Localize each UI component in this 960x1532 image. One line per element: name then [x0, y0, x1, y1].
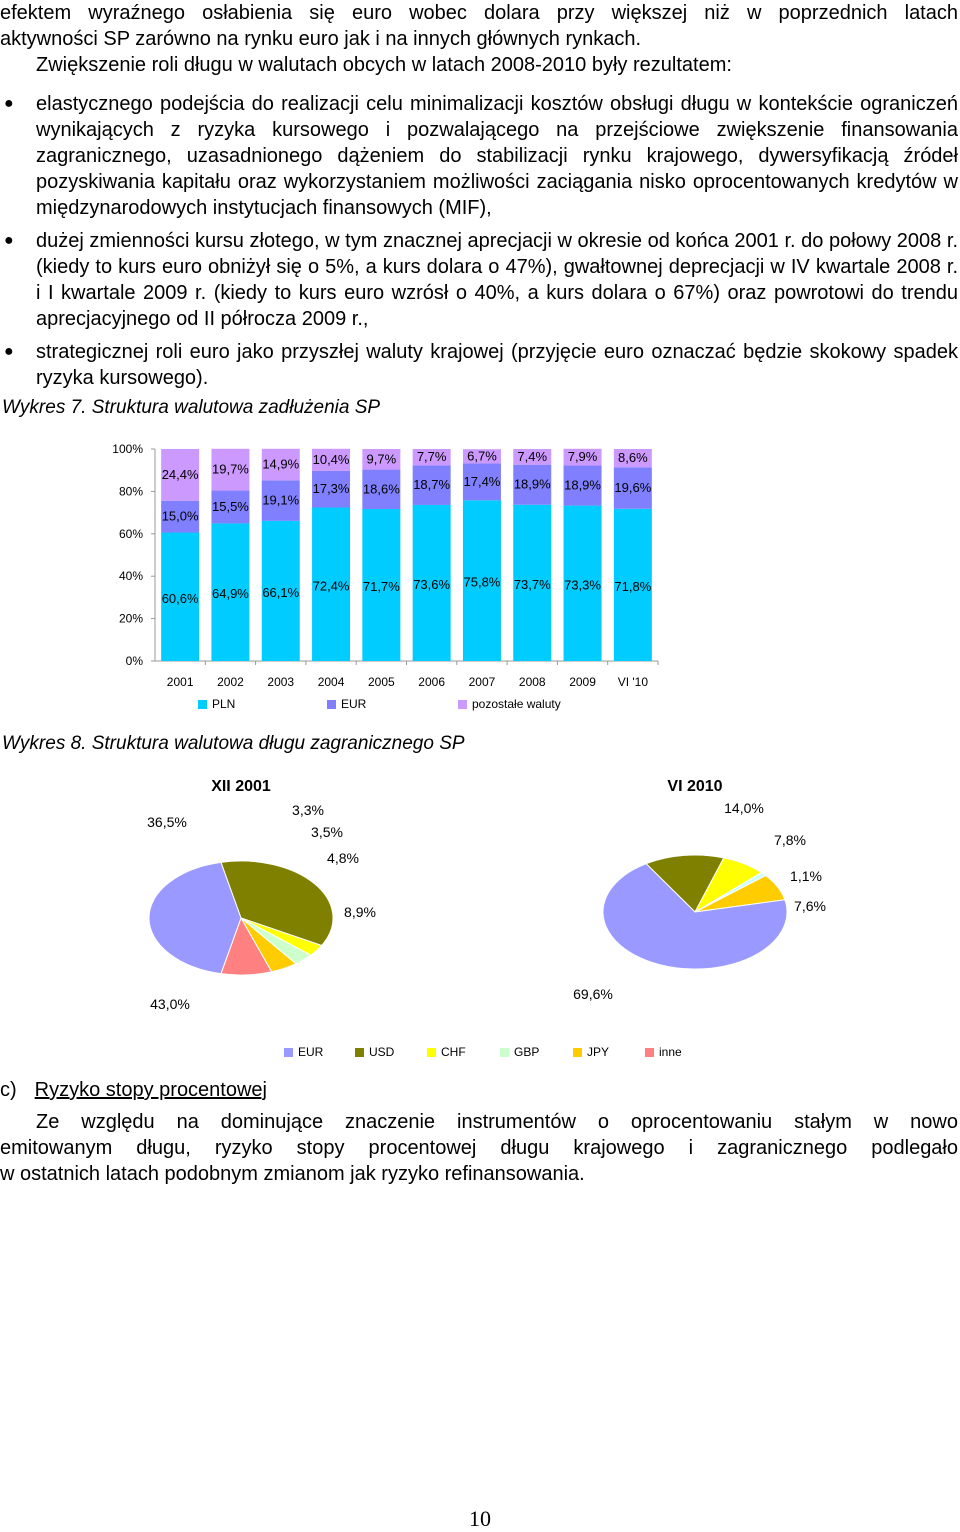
intro-paragraph — [0, 0, 958, 78]
section-c-line-1: Ze względu na dominujące znaczenie instrumentów o oprocentowaniu stałym w nowo — [36, 1111, 958, 1133]
x-tick-label: 2001 — [166, 675, 194, 689]
bar-value-label: 64,9% — [212, 586, 249, 602]
legend-label: GBP — [514, 1045, 540, 1059]
legend-swatch — [284, 1048, 293, 1057]
pie-title: XII 2001 — [211, 778, 271, 795]
page-number: 10 — [469, 1506, 491, 1531]
legend-label: inne — [659, 1045, 682, 1059]
pie-slice-label: 3,3% — [292, 802, 324, 818]
y-tick-label: 60% — [118, 526, 143, 541]
x-tick-label: 2004 — [317, 675, 345, 689]
x-tick-label: 2002 — [217, 675, 244, 689]
section-c-line-3: w ostatnich latach podobnym zmianom jak ryzyko refinansowania. — [0, 1163, 585, 1185]
section-letter: c) — [0, 1079, 17, 1101]
x-tick-label: 2006 — [418, 675, 446, 689]
legend-label: JPY — [587, 1045, 610, 1059]
bar-value-label: 9,7% — [366, 451, 397, 467]
legend-swatch — [355, 1048, 364, 1057]
bar-value-label: 71,8% — [614, 578, 652, 594]
currency-structure-bar-chart — [0, 430, 960, 720]
pie-slice-label: 4,8% — [327, 850, 359, 866]
legend-label: CHF — [441, 1045, 466, 1059]
intro-line-1: efektem wyraźnego osłabienia się euro wobec dolara przy większej niż w poprzednich latach — [0, 2, 958, 24]
y-tick-label: 100% — [112, 442, 143, 456]
y-tick-label: 20% — [118, 611, 143, 626]
legend-label: PLN — [212, 697, 236, 711]
bar-value-label: 24,4% — [161, 466, 199, 482]
pie-slice-label: 14,0% — [724, 800, 764, 816]
pie-title: VI 2010 — [667, 778, 723, 795]
x-tick-label: 2008 — [518, 675, 546, 689]
intro-line-3: Zwiększenie roli długu w walutach obcych w latach 2008-2010 były rezultatem: — [36, 54, 732, 76]
legend-swatch — [427, 1048, 436, 1057]
pie-slice-label: 36,5% — [147, 814, 187, 830]
bar-value-label: 17,3% — [312, 481, 350, 497]
bar-value-label: 73,6% — [413, 576, 451, 592]
bar-value-label: 7,7% — [416, 449, 447, 465]
pie-slice-label: 1,1% — [790, 868, 822, 884]
bar-value-label: 19,1% — [262, 492, 300, 508]
bullet-dot-icon: ● — [4, 343, 14, 360]
x-tick-label: 2005 — [367, 675, 395, 689]
pie-slice-label: 8,9% — [344, 904, 376, 920]
bullet-dot-icon: ● — [4, 232, 14, 249]
bar-value-label: 15,5% — [212, 498, 249, 514]
bar-value-label: 72,4% — [312, 578, 350, 594]
pie-slice-label: 7,8% — [774, 832, 806, 848]
section-title: Ryzyko stopy procentowej — [34, 1079, 267, 1101]
y-tick-label: 40% — [118, 569, 143, 584]
bullet-text-1: elastycznego podejścia do realizacji celu minimalizacji kosztów obsługi długu w kontekście ograniczeń wynikających z ryzyka kursowego i pozwalającego na przejściowe zwiększenie finansowania zagranicznego, uzasadnionego dążeniem do stabilizacji rynku krajowego, dywersyfikacją źródeł pozyskiwania kapitału oraz wykorzystaniem możliwości zaciągania nisko oprocentowanych kredytów w międzynarodowych instytucjach finansowych (MIF), — [36, 93, 958, 219]
bar-value-label: 73,3% — [564, 577, 601, 593]
pie-slice-eur — [149, 862, 241, 973]
bar-value-label: 7,9% — [567, 449, 598, 465]
section-c-line-2: emitowanym długu, ryzyko stopy procentowej długu krajowego i zagranicznego podlegało — [0, 1137, 958, 1159]
bar-value-label: 19,6% — [614, 480, 652, 496]
bar-value-label: 10,4% — [312, 451, 350, 467]
bar-value-label: 75,8% — [463, 574, 501, 590]
bar-value-label: 18,7% — [413, 477, 451, 493]
bar-value-label: 73,7% — [513, 576, 551, 592]
legend-swatch — [458, 700, 467, 709]
bar-value-label: 15,0% — [161, 508, 199, 524]
legend-label: pozostałe waluty — [472, 697, 561, 711]
y-tick-label: 80% — [118, 484, 143, 499]
bar-value-label: 18,6% — [362, 481, 400, 497]
bar-value-label: 14,9% — [262, 456, 300, 472]
pie-slice-label: 7,6% — [794, 898, 826, 914]
bullet-text-3: strategicznej roli euro jako przyszłej waluty krajowej (przyjęcie euro oznaczać będzie skokowy spadek ryzyka kursowego). — [36, 341, 958, 389]
bar-value-label: 18,9% — [513, 476, 551, 492]
bar-value-label: 17,4% — [463, 473, 501, 489]
legend-swatch — [573, 1048, 582, 1057]
pie-slice-label: 69,6% — [573, 986, 613, 1002]
bar-value-label: 60,6% — [161, 590, 199, 606]
legend-label: EUR — [298, 1045, 324, 1059]
legend-swatch — [198, 700, 207, 709]
bar-value-label: 66,1% — [262, 584, 300, 600]
legend-label: USD — [369, 1045, 395, 1059]
foreign-debt-pie-charts — [0, 765, 960, 1070]
x-tick-label: VI '10 — [617, 675, 649, 689]
legend-swatch — [327, 700, 336, 709]
x-tick-label: 2009 — [569, 675, 596, 689]
chart8-caption: Wykres 8. Struktura walutowa długu zagranicznego SP — [2, 733, 465, 754]
bar-value-label: 6,7% — [467, 448, 497, 464]
legend-swatch — [500, 1048, 509, 1057]
bar-value-label: 7,4% — [517, 448, 548, 464]
bar-value-label: 19,7% — [212, 461, 249, 477]
bar-value-label: 8,6% — [618, 450, 648, 466]
legend-label: EUR — [341, 697, 367, 711]
chart7-caption: Wykres 7. Struktura walutowa zadłużenia SP — [2, 397, 381, 418]
bar-value-label: 71,7% — [362, 578, 400, 594]
pie-slice-label: 3,5% — [311, 824, 343, 840]
intro-line-2: aktywności SP zarówno na rynku euro jak i na innych głównych rynkach. — [0, 28, 642, 50]
pie-slice-label: 43,0% — [150, 996, 190, 1012]
y-tick-label: 0% — [125, 654, 143, 668]
section-heading — [0, 1077, 267, 1103]
bullet-dot-icon: ● — [4, 95, 14, 112]
bullet-text-2: dużej zmienności kursu złotego, w tym znacznej aprecjacji w okresie od końca 2001 r. do połowy 2008 r. (kiedy to kurs euro obniżył się o 5%, a kurs dolara o 47%), gwałtownej deprecjacji w IV kwartale 2008 r. i I kwartale 2009 r. (kiedy to kurs euro wzrósł o 40%, a kurs dolara o 67%) oraz powrotowi do trendu aprecjacyjnego od II półrocza 2009 r., — [36, 230, 958, 330]
x-tick-label: 2003 — [267, 675, 295, 689]
bar-value-label: 18,9% — [564, 477, 601, 493]
x-tick-label: 2007 — [468, 675, 496, 689]
legend-swatch — [645, 1048, 654, 1057]
section-c-paragraph — [0, 1109, 958, 1187]
